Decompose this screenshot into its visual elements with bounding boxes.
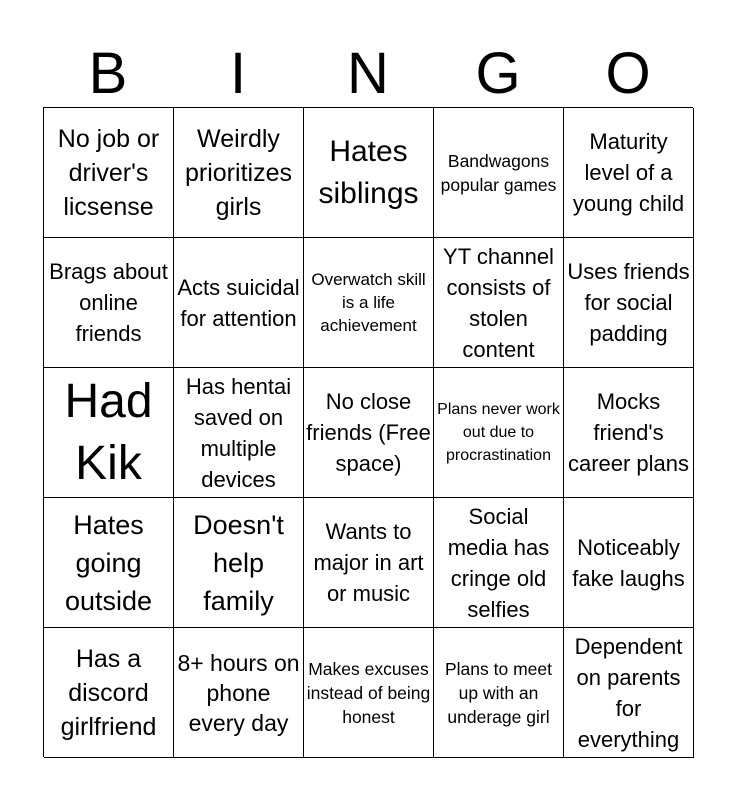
cell-text: Plans to meet up with an underage girl	[445, 658, 552, 727]
cell-text: Has a discord girlfriend	[60, 644, 157, 741]
bingo-cell-r1c4[interactable]	[434, 108, 564, 238]
bingo-cell-r4c4[interactable]	[434, 498, 564, 628]
cell-text: Has hentai saved on multiple devices	[185, 373, 292, 492]
cell-text: Acts suicidal for attention	[177, 274, 300, 331]
bingo-cell-r3c2[interactable]	[174, 368, 304, 498]
cell-text: Dependent on parents for everything	[574, 633, 683, 752]
bingo-cell-r3c1[interactable]	[44, 368, 174, 498]
bingo-cell-r2c3[interactable]	[304, 238, 434, 368]
cell-text: 8+ hours on phone every day	[177, 649, 300, 736]
cell-text: Noticeably fake laughs	[572, 534, 685, 591]
bingo-cell-r3c3-free-space[interactable]	[304, 368, 434, 498]
cell-text: YT channel consists of stolen content	[443, 243, 554, 362]
cell-text: Weirdly prioritizes girls	[185, 124, 292, 221]
cell-text: No job or driver's licsense	[57, 124, 160, 221]
bingo-cell-r1c1[interactable]	[44, 108, 174, 238]
bingo-header	[43, 42, 693, 106]
cell-text: Had Kik	[64, 374, 153, 490]
cell-text: Mocks friend's career plans	[567, 389, 690, 476]
cell-text: Overwatch skill is a life achievement	[311, 270, 426, 335]
bingo-cell-r4c2[interactable]	[174, 498, 304, 628]
header-letter-n: N	[347, 41, 389, 106]
bingo-cell-r4c5[interactable]	[564, 498, 694, 628]
header-letter-o: O	[605, 41, 651, 106]
bingo-cell-r3c5[interactable]	[564, 368, 694, 498]
cell-text: Makes excuses instead of being honest	[306, 658, 431, 727]
cell-text: Plans never work out due to procrastination	[437, 401, 560, 464]
cell-text: Wants to major in art or music	[313, 519, 424, 606]
cell-text: Bandwagons popular games	[440, 150, 557, 195]
bingo-cell-r5c3[interactable]	[304, 628, 434, 758]
bingo-cell-r2c1[interactable]	[44, 238, 174, 368]
cell-text: Social media has cringe old selfies	[447, 503, 550, 622]
cell-text: Maturity level of a young child	[572, 129, 685, 216]
cell-text: Uses friends for social padding	[567, 259, 690, 346]
bingo-card-grid	[43, 107, 693, 757]
bingo-cell-r5c4[interactable]	[434, 628, 564, 758]
bingo-cell-r2c5[interactable]	[564, 238, 694, 368]
bingo-cell-r2c2[interactable]	[174, 238, 304, 368]
cell-text: No close friends (Free space)	[306, 389, 431, 476]
bingo-cell-r5c1[interactable]	[44, 628, 174, 758]
header-letter-b: B	[88, 41, 128, 106]
cell-text: Hates going outside	[64, 509, 153, 616]
bingo-cell-r1c3[interactable]	[304, 108, 434, 238]
cell-text: Doesn't help family	[193, 509, 284, 616]
bingo-cell-r2c4[interactable]	[434, 238, 564, 368]
bingo-cell-r1c2[interactable]	[174, 108, 304, 238]
bingo-cell-r5c2[interactable]	[174, 628, 304, 758]
cell-text: Brags about online friends	[49, 259, 168, 346]
header-letter-i: I	[229, 41, 247, 106]
bingo-cell-r1c5[interactable]	[564, 108, 694, 238]
header-letter-g: G	[475, 41, 521, 106]
bingo-cell-r5c5[interactable]	[564, 628, 694, 758]
bingo-cell-r4c1[interactable]	[44, 498, 174, 628]
bingo-cell-r4c3[interactable]	[304, 498, 434, 628]
bingo-cell-r3c4[interactable]	[434, 368, 564, 498]
cell-text: Hates siblings	[318, 134, 419, 210]
